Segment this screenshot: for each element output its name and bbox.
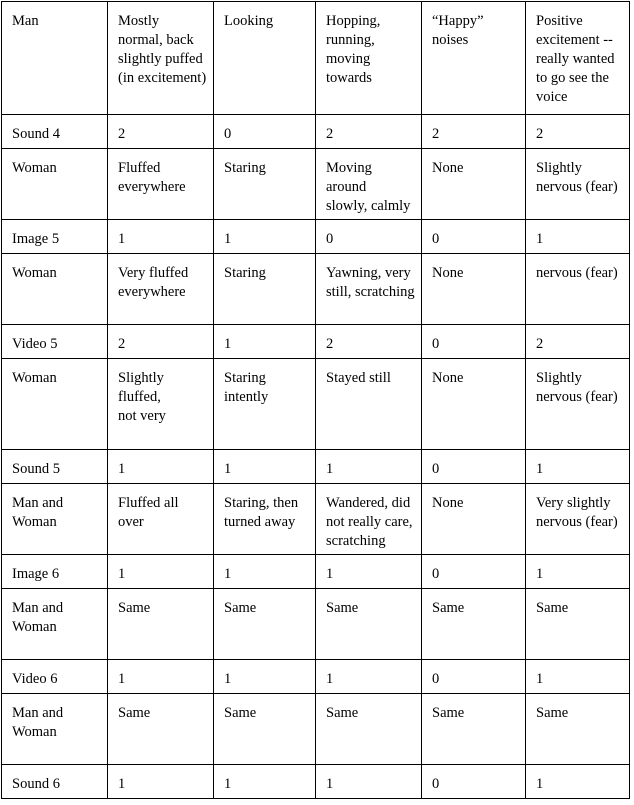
table-cell: Fluffed all over [108, 484, 214, 555]
table-cell: Positive excitement -- really wanted to go see the voice [526, 2, 630, 115]
table-cell: Yawning, very still, scratching [316, 254, 422, 325]
table-cell: 1 [214, 220, 316, 254]
row-label-cell: Man and Woman [2, 589, 108, 660]
table-cell: nervous (fear) [526, 254, 630, 325]
table-cell: 1 [108, 220, 214, 254]
table-cell: Mostly normal, back slightly puffed (in excitement) [108, 2, 214, 115]
table-cell: None [422, 484, 526, 555]
table-row [2, 589, 630, 660]
table-cell: 0 [422, 325, 526, 359]
table-row [2, 149, 630, 220]
table-cell: Same [316, 694, 422, 765]
table-cell: 2 [422, 115, 526, 149]
table-cell: Same [108, 694, 214, 765]
table-cell: 1 [214, 555, 316, 589]
table-cell: Same [316, 589, 422, 660]
table-cell: Staring [214, 149, 316, 220]
table-cell: 1 [316, 765, 422, 799]
table-cell: Same [214, 589, 316, 660]
observation-table [1, 1, 630, 799]
table-row [2, 254, 630, 325]
table-cell: Wandered, did not really care, scratching [316, 484, 422, 555]
row-label-cell: Image 5 [2, 220, 108, 254]
table-cell: 1 [526, 220, 630, 254]
table-cell: 2 [316, 325, 422, 359]
row-label-cell: Sound 5 [2, 450, 108, 484]
table-row [2, 660, 630, 694]
table-cell: 1 [214, 660, 316, 694]
table-cell: 1 [526, 765, 630, 799]
table-cell: 2 [108, 325, 214, 359]
table-row [2, 694, 630, 765]
table-cell: 0 [422, 220, 526, 254]
table-cell: Staring, then turned away [214, 484, 316, 555]
table-cell: Very slightly nervous (fear) [526, 484, 630, 555]
table-row [2, 325, 630, 359]
table-cell: “Happy” noises [422, 2, 526, 115]
table-cell: 1 [526, 660, 630, 694]
table-cell: Same [526, 589, 630, 660]
table-cell: Hopping, running, moving towards [316, 2, 422, 115]
table-cell: 0 [316, 220, 422, 254]
table-cell: 1 [316, 555, 422, 589]
table-cell: Same [526, 694, 630, 765]
table-row [2, 220, 630, 254]
table-cell: 1 [526, 450, 630, 484]
table-cell: 2 [316, 115, 422, 149]
table-row [2, 555, 630, 589]
row-label-cell: Woman [2, 359, 108, 450]
table-cell: 1 [108, 450, 214, 484]
table-row [2, 484, 630, 555]
table-row [2, 765, 630, 799]
table-cell: 0 [214, 115, 316, 149]
table-cell: 2 [526, 115, 630, 149]
table-cell: 1 [214, 450, 316, 484]
table-cell: Staring intently [214, 359, 316, 450]
table-cell: Slightly nervous (fear) [526, 359, 630, 450]
table-cell: 0 [422, 450, 526, 484]
table-cell: Same [108, 589, 214, 660]
table-cell: Staring [214, 254, 316, 325]
row-label-cell: Woman [2, 149, 108, 220]
table-cell: Looking [214, 2, 316, 115]
table-cell: 0 [422, 765, 526, 799]
row-label-cell: Man and Woman [2, 694, 108, 765]
table-cell: Moving around slowly, calmly [316, 149, 422, 220]
table-cell: Same [422, 694, 526, 765]
table-cell: Slightly fluffed, not very [108, 359, 214, 450]
table-cell: 2 [526, 325, 630, 359]
table-cell: 1 [108, 555, 214, 589]
table-row [2, 115, 630, 149]
table-cell: None [422, 149, 526, 220]
table-cell: 1 [316, 660, 422, 694]
table-cell: 0 [422, 660, 526, 694]
row-label-cell: Video 6 [2, 660, 108, 694]
table-cell: Fluffed everywhere [108, 149, 214, 220]
table-cell: None [422, 359, 526, 450]
row-label-cell: Woman [2, 254, 108, 325]
table-cell: None [422, 254, 526, 325]
table-row [2, 359, 630, 450]
row-label-cell: Man and Woman [2, 484, 108, 555]
table-cell: 1 [214, 325, 316, 359]
table-cell: 1 [108, 660, 214, 694]
table-cell: 1 [526, 555, 630, 589]
table-cell: Stayed still [316, 359, 422, 450]
row-label-cell: Man [2, 2, 108, 115]
table-cell: 1 [214, 765, 316, 799]
table-cell: 1 [108, 765, 214, 799]
table-cell: 1 [316, 450, 422, 484]
table-cell: Same [422, 589, 526, 660]
table-row [2, 2, 630, 115]
table-cell: 2 [108, 115, 214, 149]
table-cell: 0 [422, 555, 526, 589]
table-cell: Slightly nervous (fear) [526, 149, 630, 220]
row-label-cell: Sound 6 [2, 765, 108, 799]
table-row [2, 450, 630, 484]
row-label-cell: Video 5 [2, 325, 108, 359]
table-cell: Very fluffed everywhere [108, 254, 214, 325]
row-label-cell: Sound 4 [2, 115, 108, 149]
row-label-cell: Image 6 [2, 555, 108, 589]
table-cell: Same [214, 694, 316, 765]
